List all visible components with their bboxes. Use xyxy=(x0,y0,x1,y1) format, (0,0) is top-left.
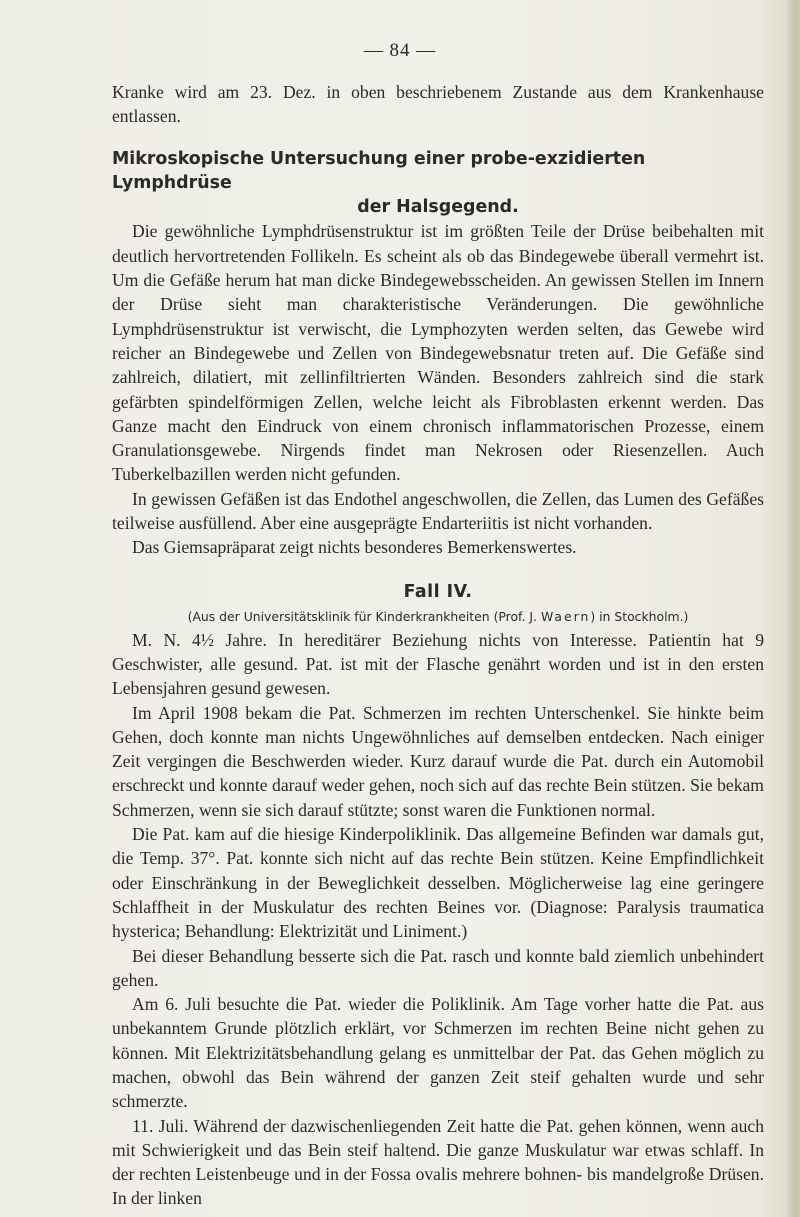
case-paragraph: Im April 1908 bekam die Pat. Schmerzen im rechten Unterschenkel. Sie hinkte beim Gehen, doch konnte man nichts Ungewöhnliches auf demselben entdecken. Nach einiger Zeit vergingen die Beschwerden wieder. Kurz darauf wurde die Pat. durch ein Automobil erschreckt und konnte darauf weder gehen, noch sich auf das rechte Bein stützen. Sie bekam Schmerzen, wenn sie sich darauf stützte; sonst waren die Funktionen normal. xyxy=(112,702,764,820)
section-paragraph: Die gewöhnliche Lymphdrüsenstruktur ist im größten Teile der Drüse beibehalten mit deutlich hervortretenden Follikeln. Es scheint als ob das Bindegewebe überall vermehrt ist. Um die Gefäße herum hat man dicke Bindegewebsscheiden. An gewissen Stellen im Innern der Drüse sieht man charakteristische Veränderungen. Die gewöhnliche Lymphdrüsenstruktur ist verwischt, die Lymphozyten werden selten, das Gewebe wird reicher an Bindegewebe und Zellen von Bindegewebsnatur treten auf. Die Gefäße sind zahlreich, dilatiert, mit zellinfiltrierten Wänden. Besonders zahlreich sind die stark gefärbten spindelförmigen Zellen, welche leicht als Fibroblasten erkennt werden. Das Ganze macht den Eindruck von einem chronisch inflammatorischen Prozesse, einem Granulationsgewebe. Nirgends findet man Nekrosen oder Riesenzellen. Auch Tuberkelbazillen werden nicht gefunden. xyxy=(112,221,764,485)
case-title: Fall IV. xyxy=(403,581,473,602)
page-number: — 84 — xyxy=(363,40,437,61)
case-paragraph: M. N. 4½ Jahre. In hereditärer Beziehung nichts von Interesse. Patientin hat 9 Geschwister, alle gesund. Pat. ist mit der Flasche genährt worden und ist in den ersten Lebensjahren gesund gewesen. xyxy=(112,629,764,699)
page-body xyxy=(112,80,764,1211)
case-source-suffix: ) in Stockholm.) xyxy=(590,608,689,624)
case-source xyxy=(112,606,764,628)
section-paragraph: In gewissen Gefäßen ist das Endothel angeschwollen, die Zellen, das Lumen des Gefäßes teilweise ausfüllend. Aber eine ausgeprägte Endarteriitis ist nicht vorhanden. xyxy=(112,488,764,534)
case-paragraph: Die Pat. kam auf die hiesige Kinderpoliklinik. Das allgemeine Befinden war damals gut, die Temp. 37°. Pat. konnte sich nicht auf das rechte Bein stützen. Keine Empfindlichkeit oder Einschränkung in der Beweglichkeit desselben. Möglicherweise lag eine geringere Schlaffheit in der Muskulatur des rechten Beines vor. (Diagnose: Paralysis traumatica hysterica; Behandlung: Elektrizität und Liniment.) xyxy=(112,824,764,942)
case-paragraph: 11. Juli. Während der dazwischenliegenden Zeit hatte die Pat. gehen können, wenn auch mit Schwierigkeit und das Bein steif haltend. Die ganze Muskulatur war etwas schlaff. In der rechten Leistenbeuge und in der Fossa ovalis mehrere bohnen- bis mandelgroße Drüsen. In der linken xyxy=(112,1115,764,1209)
section-paragraph: Das Giemsapräparat zeigt nichts besonderes Bemerkenswertes. xyxy=(132,537,577,558)
page-edge-shadow xyxy=(786,0,800,1217)
intro-paragraph: Kranke wird am 23. Dez. in oben beschriebenem Zustande aus dem Krankenhause entlassen. xyxy=(112,82,764,127)
case-paragraph: Bei dieser Behandlung besserte sich die Pat. rasch und konnte bald ziemlich unbehindert gehen. xyxy=(112,945,764,990)
case-paragraph: Am 6. Juli besuchte die Pat. wieder die Poliklinik. Am Tage vorher hatte die Pat. aus unbekanntem Grunde plötzlich erklärt, vor Schmerzen im rechten Beine nicht gehen zu können. Mit Elektrizitätsbehandlung gelang es unmittelbar der Pat. das Gehen möglich zu machen, obwohl das Bein während der ganzen Zeit steif gehalten wurde und sehr schmerzte. xyxy=(112,994,764,1112)
section-heading-line-2: der Halsgegend. xyxy=(357,197,519,218)
section-heading-line-1: Mikroskopische Untersuchung einer probe-exzidierten Lymphdrüse xyxy=(112,148,646,193)
case-source-name: Waern xyxy=(540,608,591,624)
case-source-prefix: (Aus der Universitätsklinik für Kinderkrankheiten (Prof. J. xyxy=(187,608,541,624)
section-heading xyxy=(112,147,764,220)
